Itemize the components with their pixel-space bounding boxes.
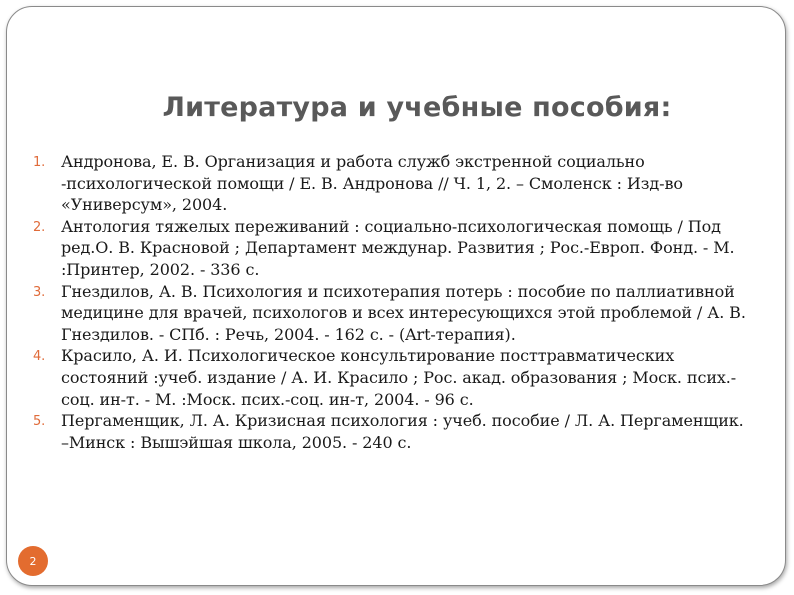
reference-text: Андронова, Е. В. Организация и работа служб экстренной социально -психологической помощи / Е. В. Андронова // Ч. 1, 2. – Смоленск : Изд-во «Универсум», 2004. xyxy=(61,152,683,215)
reference-text: Красило, А. И. Психологическое консультирование посттравматических состояний :учеб. издание / А. И. Красило ; Рос. акад. образования ; Моск. псих.-соц. ин-т. - М. :Моск. псих.-соц. ин-т, 2004. - 96 с. xyxy=(61,346,737,409)
reference-number: 1. xyxy=(33,155,46,170)
reference-list xyxy=(30,151,750,453)
reference-text: Гнездилов, А. В. Психология и психотерапия потерь : пособие по паллиативной медицине для врачей, психологов и всех интересующихся этой проблемой / А. В. Гнездилов. - СПб. : Речь, 2004. - 162 с. - (Art-терапия). xyxy=(61,281,746,344)
reference-number: 3. xyxy=(33,284,46,300)
reference-number: 5. xyxy=(33,414,46,430)
reference-number: 2. xyxy=(33,219,46,235)
reference-item xyxy=(30,410,750,453)
slide-title: Литература и учебные пособия: xyxy=(162,92,672,124)
reference-item xyxy=(30,281,750,346)
page-number: 2 xyxy=(29,554,37,568)
reference-text: Пергаменщик, Л. А. Кризисная психология : учеб. пособие / Л. А. Пергаменщик. –Минск : Вышэйшая школа, 2005. - 240 с. xyxy=(61,411,744,452)
reference-item xyxy=(30,345,750,410)
reference-number: 4. xyxy=(33,349,46,365)
reference-text: Антология тяжелых переживаний : социально-психологическая помощь / Под ред.О. В. Красновой ; Департамент междунар. Развития ; Рос.-Европ. Фонд. - М. :Принтер, 2002. - 336 с. xyxy=(61,216,735,279)
page-number-badge xyxy=(18,546,48,576)
reference-item xyxy=(30,151,750,216)
reference-item xyxy=(30,216,750,281)
